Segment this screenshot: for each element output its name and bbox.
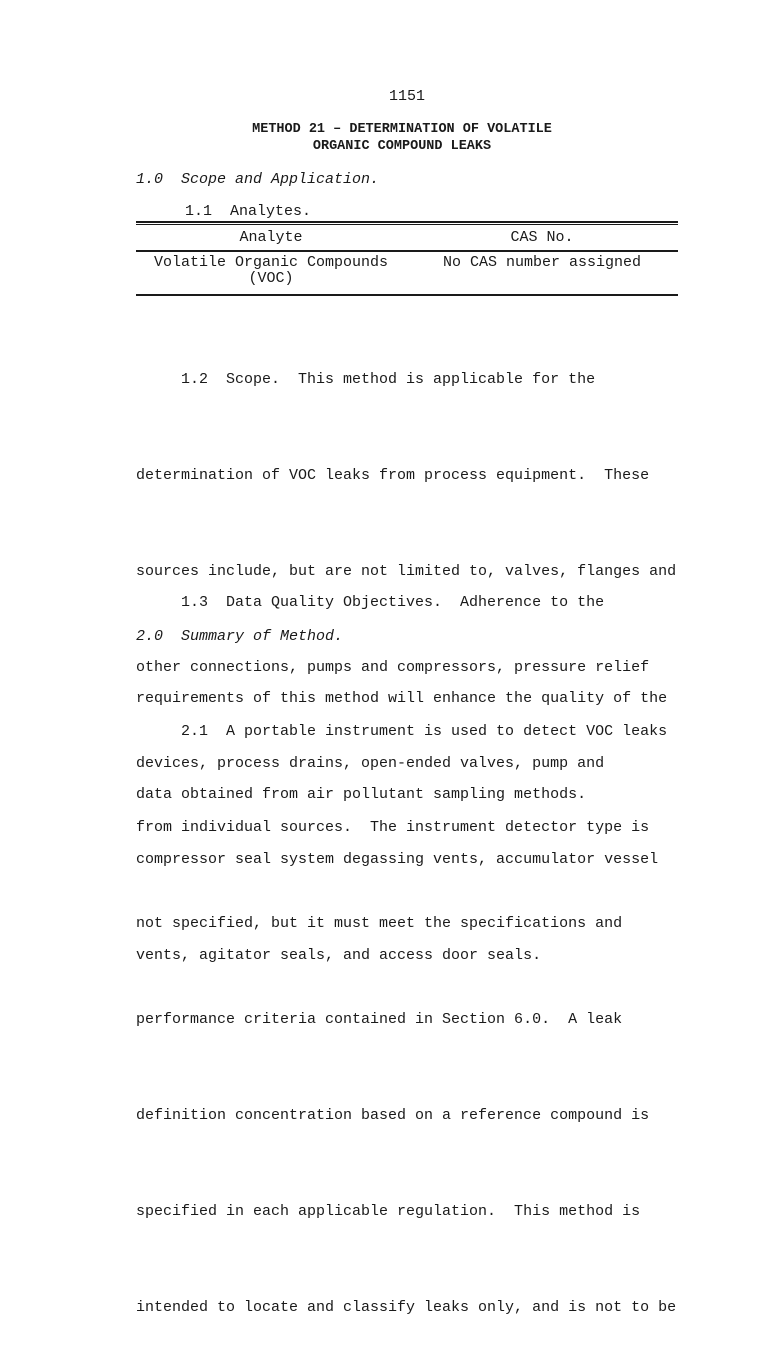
table-header-row <box>136 225 678 250</box>
text-line: definition concentration based on a reference compound is <box>136 1107 650 1124</box>
text-line: determination of VOC leaks from process equipment. These <box>136 467 650 484</box>
header-analyte: Analyte <box>239 228 303 246</box>
text-line: data obtained from air pollutant sampling methods. <box>136 786 587 803</box>
text-line: intended to locate and classify leaks only, and is not to be <box>136 1299 677 1316</box>
text-line: 1.3 Data Quality Objectives. Adherence to the <box>136 594 605 611</box>
text-line: 2.1 A portable instrument is used to detect VOC leaks <box>136 723 668 740</box>
text-line: requirements of this method will enhance the quality of the <box>136 690 668 707</box>
text-line: vents, agitator seals, and access door seals. <box>136 947 542 964</box>
table-row <box>136 252 678 294</box>
text-line: specified in each applicable regulation. This method is <box>136 1203 641 1220</box>
title-line-2: ORGANIC COMPOUND LEAKS <box>312 139 492 154</box>
cell-analyte <box>136 255 406 287</box>
text-line: compressor seal system degassing vents, accumulator vessel <box>136 851 659 868</box>
section-1-heading: 1.0 Scope and Application. <box>136 171 380 188</box>
table-bottom-rule <box>136 294 678 296</box>
cell-cas-no: No CAS number assigned <box>442 254 642 271</box>
text-line: performance criteria contained in Section 6.0. A leak <box>136 1011 623 1028</box>
document-title <box>0 121 768 155</box>
cell-analyte-line-2: (VOC) <box>248 270 294 287</box>
title-line-1: METHOD 21 – DETERMINATION OF VOLATILE <box>252 122 552 137</box>
text-line: not specified, but it must meet the specifications and <box>136 915 623 932</box>
cell-analyte-line-1: Volatile Organic Compounds <box>153 254 389 271</box>
page-number: 1151 <box>388 88 425 105</box>
text-line: 1.2 Scope. This method is applicable for the <box>136 371 596 388</box>
text-line: other connections, pumps and compressors, pressure relief <box>136 659 650 676</box>
subsection-1-1-heading: 1.1 Analytes. <box>185 203 312 220</box>
text-line: devices, process drains, open-ended valves, pump and <box>136 755 605 772</box>
paragraph-2-1 <box>136 652 696 1356</box>
text-line: sources include, but are not limited to, valves, flanges and <box>136 563 677 580</box>
section-2-heading: 2.0 Summary of Method. <box>136 628 344 645</box>
analytes-table <box>136 221 678 296</box>
text-line: from individual sources. The instrument detector type is <box>136 819 650 836</box>
header-cas-no: CAS No. <box>510 228 574 246</box>
